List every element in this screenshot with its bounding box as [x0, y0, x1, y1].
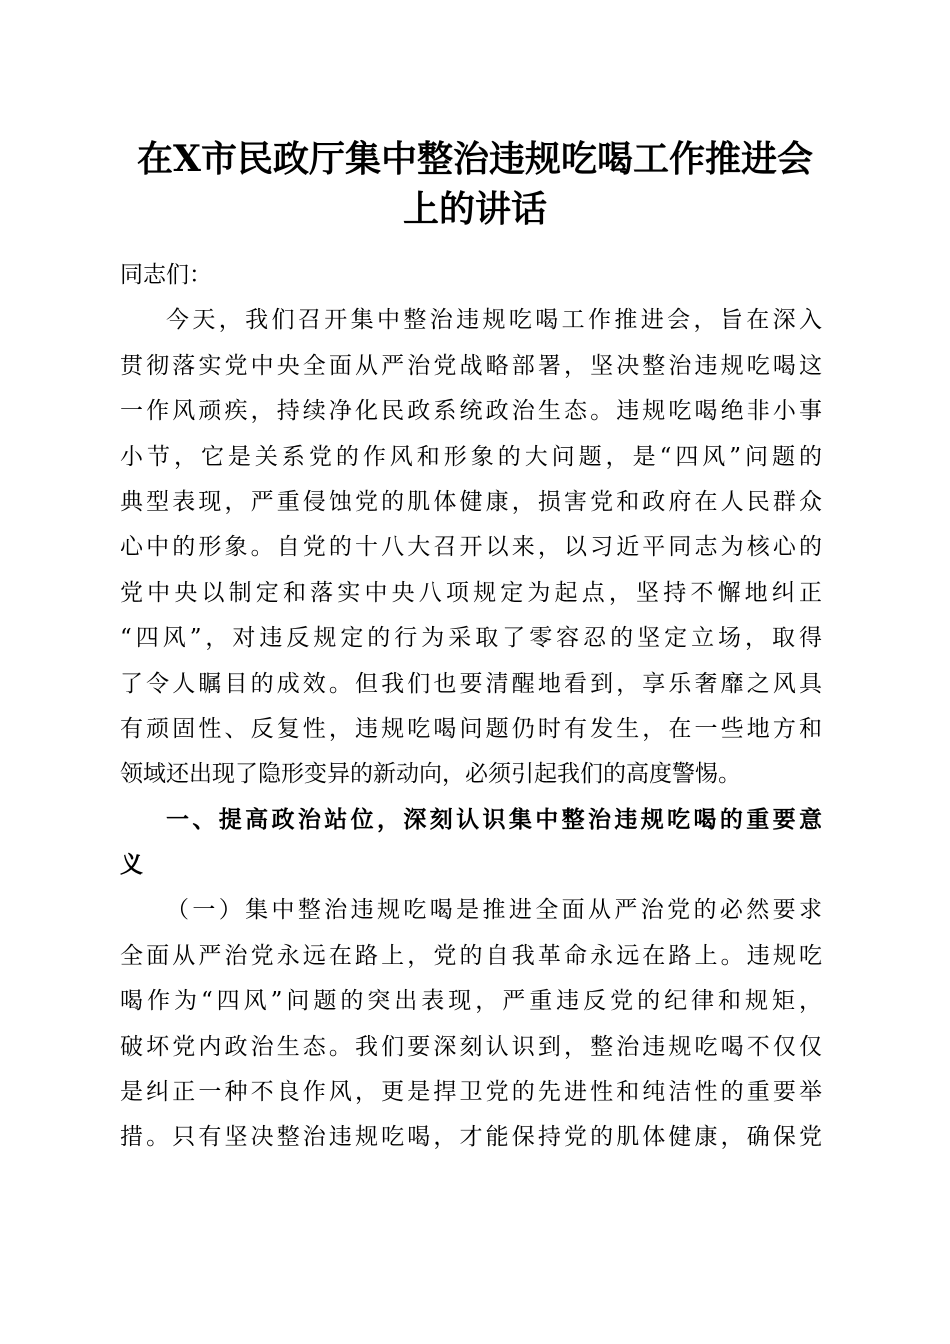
title-line-1: 在X市民政厅集中整治违规吃喝工作推进会 — [137, 138, 813, 180]
subsection-1-paragraph — [120, 888, 822, 1160]
paragraph-line: 今天，我们召开集中整治违规吃喝工作推进会，旨在深入 — [166, 307, 822, 334]
paragraph-line: 了令人瞩目的成效。但我们也要清醒地看到，享乐奢靡之风具 — [120, 670, 822, 697]
paragraph-line: 贯彻落实党中央全面从严治党战略部署，坚决整治违规吃喝这 — [120, 352, 822, 379]
document-body — [120, 253, 822, 1161]
heading-line: 一、提高政治站位，深刻认识集中整治违规吃喝的重要意 — [166, 806, 822, 833]
paragraph-line: 党中央以制定和落实中央八项规定为起点，坚持不懈地纠正 — [120, 579, 822, 606]
section-1-heading — [120, 798, 822, 889]
paragraph-line: “四风”，对违反规定的行为采取了零容忍的坚定立场，取得 — [120, 625, 822, 652]
paragraph-line: 喝作为“四风”问题的突出表现，严重违反党的纪律和规矩， — [120, 988, 822, 1015]
paragraph-line: 措。只有坚决整治违规吃喝，才能保持党的肌体健康，确保党 — [120, 1124, 822, 1151]
paragraph-line: 是纠正一种不良作风，更是捍卫党的先进性和纯洁性的重要举 — [120, 1079, 822, 1106]
title-line-2: 上的讲话 — [402, 188, 547, 230]
intro-paragraph — [120, 298, 822, 797]
paragraph-line: 一作风顽疾，持续净化民政系统政治生态。违规吃喝绝非小事 — [120, 398, 822, 425]
paragraph-line: 全面从严治党永远在路上，党的自我革命永远在路上。违规吃 — [120, 942, 822, 969]
paragraph-line: 领域还出现了隐形变异的新动向，必须引起我们的高度警惕。 — [120, 761, 741, 788]
paragraph-line: 典型表现，严重侵蚀党的肌体健康，损害党和政府在人民群众 — [120, 488, 822, 515]
paragraph-line: 有顽固性、反复性，违规吃喝问题仍时有发生，在一些地方和 — [120, 715, 822, 742]
salutation: 同志们： — [120, 262, 212, 288]
document-title — [118, 134, 832, 234]
paragraph-line: 破坏党内政治生态。我们要深刻认识到，整治违规吃喝不仅仅 — [120, 1033, 822, 1060]
paragraph-line: 心中的形象。自党的十八大召开以来，以习近平同志为核心的 — [120, 534, 822, 561]
paragraph-line: 小节，它是关系党的作风和形象的大问题，是“四风”问题的 — [120, 443, 822, 470]
subsection-heading-line: （一）集中整治违规吃喝是推进全面从严治党的必然要求 — [166, 897, 822, 924]
heading-line: 义 — [120, 852, 143, 879]
